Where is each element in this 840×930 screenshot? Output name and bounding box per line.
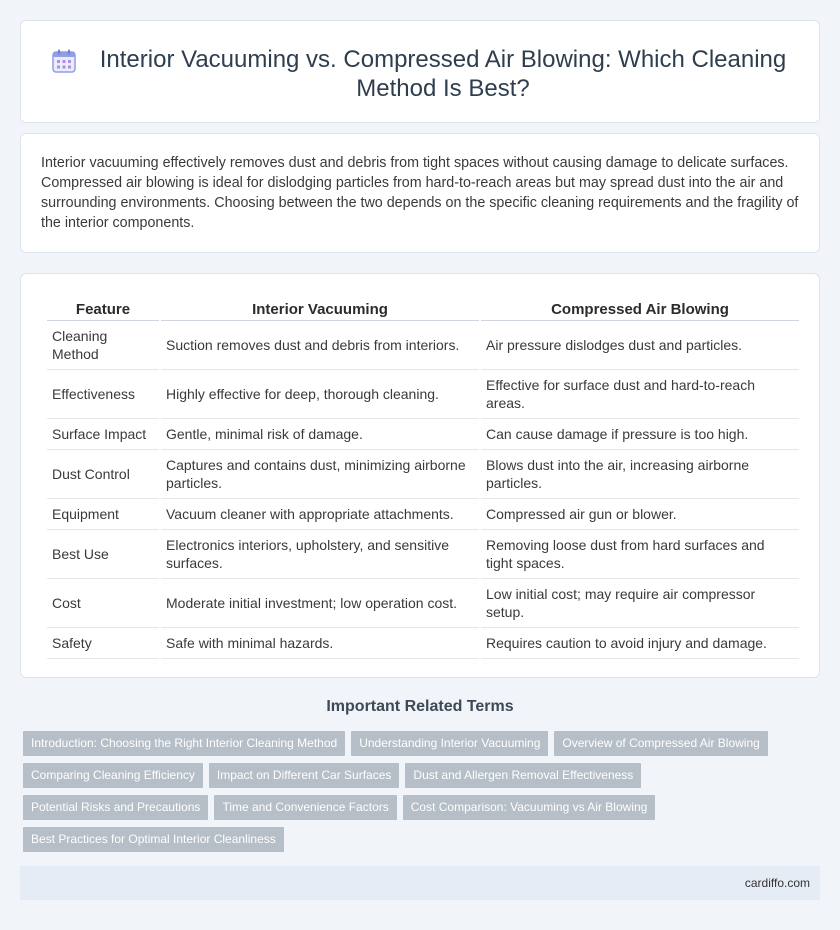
air-cell: Requires caution to avoid injury and damage.: [481, 628, 799, 659]
related-term-tag[interactable]: Introduction: Choosing the Right Interior Cleaning Method: [23, 731, 345, 756]
vacuuming-cell: Electronics interiors, upholstery, and sensitive surfaces.: [161, 530, 479, 579]
feature-cell: Best Use: [47, 530, 159, 579]
header-interior-vacuuming: Interior Vacuuming: [161, 295, 479, 321]
page-title: Interior Vacuuming vs. Compressed Air Blowing: Which Cleaning Method Is Best?: [99, 46, 787, 102]
related-term-tag[interactable]: Comparing Cleaning Efficiency: [23, 763, 203, 788]
table-row: [47, 579, 799, 628]
related-term-tag[interactable]: Best Practices for Optimal Interior Cleanliness: [23, 827, 284, 852]
related-term-tag[interactable]: Understanding Interior Vacuuming: [351, 731, 548, 756]
related-terms-list: [23, 731, 823, 859]
vacuuming-cell: Suction removes dust and debris from interiors.: [161, 321, 479, 370]
vacuuming-cell: Vacuum cleaner with appropriate attachments.: [161, 499, 479, 530]
comparison-card: [20, 273, 820, 678]
table-row: [47, 419, 799, 450]
header-feature: Feature: [47, 295, 159, 321]
feature-cell: Safety: [47, 628, 159, 659]
vacuuming-cell: Safe with minimal hazards.: [161, 628, 479, 659]
vacuuming-cell: Captures and contains dust, minimizing airborne particles.: [161, 450, 479, 499]
related-term-tag[interactable]: Overview of Compressed Air Blowing: [554, 731, 767, 756]
related-term-tag[interactable]: Time and Convenience Factors: [214, 795, 396, 820]
feature-cell: Surface Impact: [47, 419, 159, 450]
vacuuming-cell: Moderate initial investment; low operation cost.: [161, 579, 479, 628]
footer-site-link[interactable]: cardiffo.com: [744, 876, 810, 890]
feature-cell: Effectiveness: [47, 370, 159, 419]
related-term-tag[interactable]: Cost Comparison: Vacuuming vs Air Blowing: [403, 795, 656, 820]
table-row: [47, 628, 799, 659]
feature-cell: Cost: [47, 579, 159, 628]
feature-cell: Dust Control: [47, 450, 159, 499]
table-row: [47, 370, 799, 419]
air-cell: Compressed air gun or blower.: [481, 499, 799, 530]
air-cell: Effective for surface dust and hard-to-reach areas.: [481, 370, 799, 419]
table-header-row: [47, 295, 799, 321]
table-row: [47, 499, 799, 530]
title-card: [20, 20, 820, 123]
air-cell: Can cause damage if pressure is too high.: [481, 419, 799, 450]
vacuuming-cell: Highly effective for deep, thorough cleaning.: [161, 370, 479, 419]
feature-cell: Cleaning Method: [47, 321, 159, 370]
related-term-tag[interactable]: Dust and Allergen Removal Effectiveness: [405, 763, 641, 788]
related-term-tag[interactable]: Impact on Different Car Surfaces: [209, 763, 400, 788]
air-cell: Removing loose dust from hard surfaces and tight spaces.: [481, 530, 799, 579]
intro-paragraph: Interior vacuuming effectively removes dust and debris from tight spaces without causing damage to delicate surfaces. Compressed air blowing is ideal for dislodging particles from hard-to-reach areas but may spread dust into the air and surrounding environments. Choosing between the two depends on the specific cleaning requirements and the fragility of the interior components.: [41, 155, 799, 231]
related-term-tag[interactable]: Potential Risks and Precautions: [23, 795, 208, 820]
table-row: [47, 450, 799, 499]
footer: [20, 866, 820, 900]
related-terms-title: Important Related Terms: [326, 698, 514, 715]
air-cell: Low initial cost; may require air compressor setup.: [481, 579, 799, 628]
table-row: [47, 321, 799, 370]
comparison-table: [45, 295, 801, 659]
header-compressed-air: Compressed Air Blowing: [481, 295, 799, 321]
calendar-icon: [51, 48, 77, 74]
air-cell: Blows dust into the air, increasing airborne particles.: [481, 450, 799, 499]
air-cell: Air pressure dislodges dust and particles.: [481, 321, 799, 370]
table-row: [47, 530, 799, 579]
feature-cell: Equipment: [47, 499, 159, 530]
intro-card: [20, 133, 820, 253]
vacuuming-cell: Gentle, minimal risk of damage.: [161, 419, 479, 450]
